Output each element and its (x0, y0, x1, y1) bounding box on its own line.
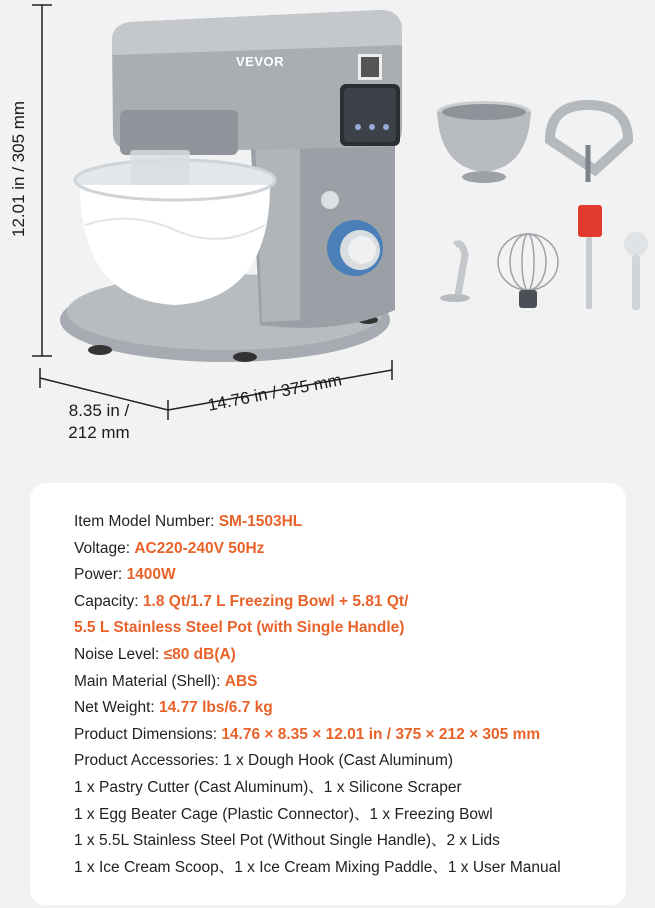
spec-line (74, 748, 626, 775)
spec-value: SM-1503HL (218, 513, 303, 530)
width-dimension-label: 14.76 in / 375 mm (206, 370, 344, 415)
spec-label: Capacity: (74, 592, 143, 610)
spec-value: 14.77 lbs/6.7 kg (159, 699, 273, 717)
depth-dimension-label (44, 400, 154, 444)
spec-value: 1400W (126, 566, 176, 584)
accessory-dough-hook (440, 244, 470, 302)
spec-label: Product Accessories: 1 x Dough Hook (Cast Aluminum) (74, 752, 454, 770)
height-dimension-line (32, 5, 52, 356)
depth-label-line2: 212 mm (68, 423, 130, 442)
spec-label: Product Dimensions: (74, 725, 222, 743)
spec-line (74, 642, 626, 669)
accessory-whisk (498, 234, 558, 308)
spec-line (74, 855, 626, 882)
spec-line (74, 669, 626, 696)
spec-label: 1 x 5.5L Stainless Steel Pot (Without Single Handle)、2 x Lids (74, 832, 500, 850)
spec-value: 1.8 Qt/1.7 L Freezing Bowl + 5.81 Qt/ (142, 592, 409, 610)
spec-line (74, 695, 626, 722)
spec-value: 5.5 L Stainless Steel Pot (with Single Handle) (74, 619, 405, 637)
spec-label: Main Material (Shell): (74, 672, 225, 690)
spec-label: Net Weight: (74, 699, 160, 717)
spec-label: 1 x Pastry Cutter (Cast Aluminum)、1 x Silicone Scraper (74, 778, 462, 796)
spec-label: Voltage: (74, 539, 135, 557)
spec-line (74, 615, 626, 642)
spec-value: ≤80 dB(A) (163, 645, 236, 663)
spec-line (74, 722, 626, 749)
spec-label: Power: (74, 566, 127, 584)
specification-card (30, 483, 626, 905)
spec-line (74, 775, 626, 802)
spec-line (74, 828, 626, 855)
spec-line (74, 509, 626, 536)
spec-value: AC220-240V 50Hz (134, 539, 265, 557)
spec-line (74, 589, 626, 616)
accessory-steel-bowl (437, 101, 531, 183)
spec-label: Item Model Number: (74, 513, 219, 530)
spec-label: Noise Level: (74, 645, 164, 663)
accessory-ice-cream-scoop (624, 232, 648, 310)
brand-logo: VEVOR (236, 54, 285, 69)
spec-line (74, 802, 626, 829)
spec-label: 1 x Ice Cream Scoop、1 x Ice Cream Mixing Paddle、1 x User Manual (74, 858, 561, 876)
depth-label-line1: 8.35 in / (68, 401, 130, 420)
accessory-mixing-paddle (550, 105, 628, 182)
spec-line (74, 536, 626, 563)
mixer-body (60, 10, 402, 362)
spec-value: 14.76 × 8.35 × 12.01 in / 375 × 212 × 305 mm (221, 725, 541, 743)
height-dimension-label: 12.01 in / 305 mm (9, 100, 28, 237)
accessory-silicone-scraper (578, 205, 602, 309)
spec-label: 1 x Egg Beater Cage (Plastic Connector)、1 x Freezing Bowl (74, 805, 493, 823)
spec-line (74, 562, 626, 589)
spec-list (74, 509, 626, 881)
spec-value: ABS (224, 672, 258, 690)
